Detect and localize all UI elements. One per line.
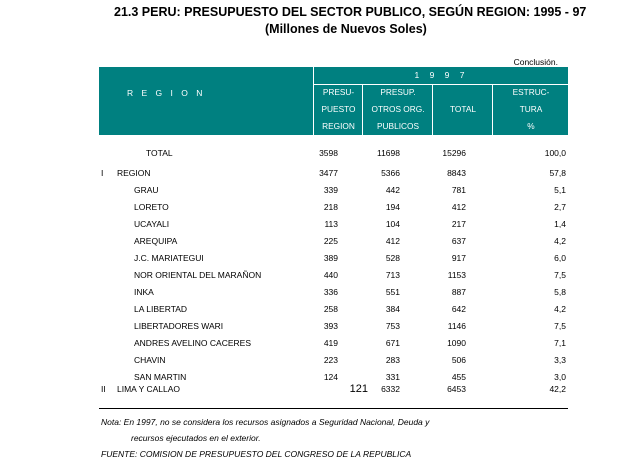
source-line: FUENTE: COMISION DE PRESUPUESTO DEL CONGRESO DE LA REPUBLICA bbox=[101, 449, 412, 459]
table-row: SAN MARTIN 124 331 455 3,0 bbox=[134, 372, 566, 382]
page-subtitle: (Millones de Nuevos Soles) bbox=[265, 22, 427, 36]
column-header-estructura: ESTRUC- TURA % bbox=[492, 84, 569, 135]
table-row: LA LIBERTAD 258 384 642 4,2 bbox=[134, 304, 566, 314]
table-row: UCAYALI 113 104 217 1,4 bbox=[134, 219, 566, 229]
note-line-1: Nota: En 1997, no se considera los recursos asignados a Seguridad Nacional, Deuda y bbox=[101, 417, 430, 427]
column-header-otros-org: PRESUP. OTROS ORG. PUBLICOS bbox=[362, 84, 433, 135]
region-column-header: R E G I O N bbox=[127, 88, 206, 98]
table-row: I REGION 3477 5366 8843 57,8 bbox=[101, 168, 566, 178]
table-row: II LIMA Y CALLAO 121 6332 6453 42,2 bbox=[101, 383, 566, 395]
table-row: GRAU 339 442 781 5,1 bbox=[134, 185, 566, 195]
table-header bbox=[99, 67, 568, 135]
table-row: TOTAL 3598 11698 15296 100,0 bbox=[146, 148, 566, 158]
table-row: LIBERTADORES WARI 393 753 1146 7,5 bbox=[134, 321, 566, 331]
note-line-2: recursos ejecutados en el exterior. bbox=[131, 433, 261, 443]
column-header-total: TOTAL bbox=[432, 84, 493, 135]
continuation-label: Conclusión. bbox=[513, 57, 558, 67]
year-header: 1 9 9 7 bbox=[313, 67, 569, 85]
table-row: ANDRES AVELINO CACERES 419 671 1090 7,1 bbox=[134, 338, 566, 348]
column-header-presupuesto-region: PRESU- PUESTO REGION bbox=[313, 84, 363, 135]
table-row: CHAVIN 223 283 506 3,3 bbox=[134, 355, 566, 365]
table-row: J.C. MARIATEGUI 389 528 917 6,0 bbox=[134, 253, 566, 263]
page-title: 21.3 PERU: PRESUPUESTO DEL SECTOR PUBLICO, SEGÚN REGION: 1995 - 97 bbox=[114, 5, 587, 19]
table-bottom-rule bbox=[99, 408, 568, 409]
table-row: LORETO 218 194 412 2,7 bbox=[134, 202, 566, 212]
table-row: NOR ORIENTAL DEL MARAÑON 440 713 1153 7,5 bbox=[134, 270, 566, 280]
table-row: INKA 336 551 887 5,8 bbox=[134, 287, 566, 297]
table-row: AREQUIPA 225 412 637 4,2 bbox=[134, 236, 566, 246]
